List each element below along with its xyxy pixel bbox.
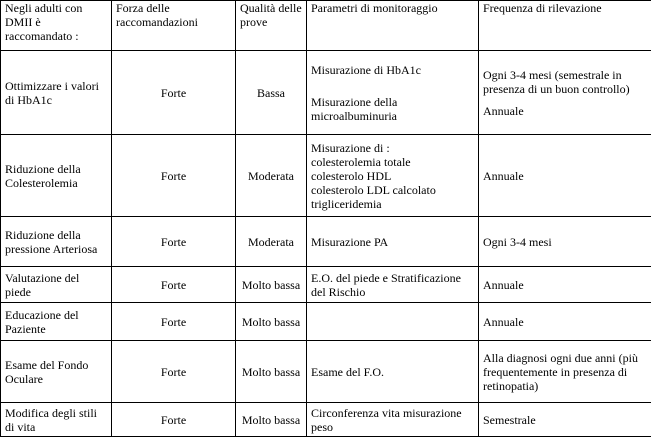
- table-row: [1, 135, 651, 217]
- cell-frequency: Annuale: [479, 135, 651, 217]
- header-cell-frequency: Frequenza di rilevazione: [479, 1, 651, 51]
- cell-quality: Moderata: [236, 135, 307, 217]
- parameter-line: trigliceridemia: [311, 196, 382, 211]
- cell-quality: Moderata: [236, 217, 307, 267]
- cell-strength: Forte: [112, 217, 236, 267]
- header-cell-parameters: Parametri di monitoraggio: [307, 1, 479, 51]
- cell-parameters: [307, 135, 479, 217]
- cell-quality: Bassa: [236, 51, 307, 135]
- cell-quality: Molto bassa: [236, 403, 307, 437]
- cell-parameters: [307, 303, 479, 341]
- table-row: [1, 217, 651, 267]
- frequency-line: Annuale: [483, 103, 524, 118]
- header-cell-strength: Forza delle raccomandazioni: [112, 1, 236, 51]
- table-row: [1, 303, 651, 341]
- cell-target: Valutazione del piede: [1, 267, 112, 303]
- cell-frequency: Annuale: [479, 303, 651, 341]
- frequency-line: Ogni 3-4 mesi (semestrale in presenza di un buon controllo): [483, 67, 630, 96]
- cell-strength: Forte: [112, 303, 236, 341]
- parameter-line: Misurazione di :: [311, 140, 390, 155]
- cell-frequency: Annuale: [479, 267, 651, 303]
- cell-parameters: [307, 51, 479, 135]
- cell-parameters: Esame del F.O.: [307, 341, 479, 403]
- cell-frequency: Alla diagnosi ogni due anni (più frequentemente in presenza di retinopatia): [479, 341, 651, 403]
- cell-frequency: [479, 51, 651, 135]
- table-row: [1, 267, 651, 303]
- cell-strength: Forte: [112, 135, 236, 217]
- header-row: [1, 1, 651, 51]
- cell-strength: Forte: [112, 341, 236, 403]
- cell-strength: Forte: [112, 403, 236, 437]
- cell-strength: Forte: [112, 51, 236, 135]
- cell-target: Riduzione della Colesterolemia: [1, 135, 112, 217]
- cell-parameters: Circonferenza vita misurazione peso: [307, 403, 479, 437]
- cell-target: Riduzione della pressione Arteriosa: [1, 217, 112, 267]
- table-row: [1, 341, 651, 403]
- cell-frequency: Ogni 3-4 mesi: [479, 217, 651, 267]
- parameter-line: Misurazione di HbA1c: [311, 62, 421, 77]
- header-cell-quality: Qualità delle prove: [236, 1, 307, 51]
- table-row: [1, 51, 651, 135]
- cell-target: Esame del Fondo Oculare: [1, 341, 112, 403]
- cell-quality: Molto bassa: [236, 341, 307, 403]
- cell-quality: Molto bassa: [236, 267, 307, 303]
- cell-frequency: Semestrale: [479, 403, 651, 437]
- cell-parameters: Misurazione PA: [307, 217, 479, 267]
- table-row: [1, 403, 651, 437]
- parameter-line: colesterolo LDL calcolato: [311, 182, 436, 197]
- cell-parameters: E.O. del piede e Stratificazione del Rischio: [307, 267, 479, 303]
- parameter-line: Misurazione della microalbuminuria: [311, 94, 398, 123]
- cell-quality: Molto bassa: [236, 303, 307, 341]
- header-cell-target: Negli adulti con DMII è raccomandato :: [1, 1, 112, 51]
- cell-strength: Forte: [112, 267, 236, 303]
- cell-target: Ottimizzare i valori di HbA1c: [1, 51, 112, 135]
- parameter-line: colesterolo HDL: [311, 168, 392, 183]
- cell-target: Educazione del Paziente: [1, 303, 112, 341]
- cell-target: Modifica degli stili di vita: [1, 403, 112, 437]
- parameter-line: colesterolemia totale: [311, 154, 411, 169]
